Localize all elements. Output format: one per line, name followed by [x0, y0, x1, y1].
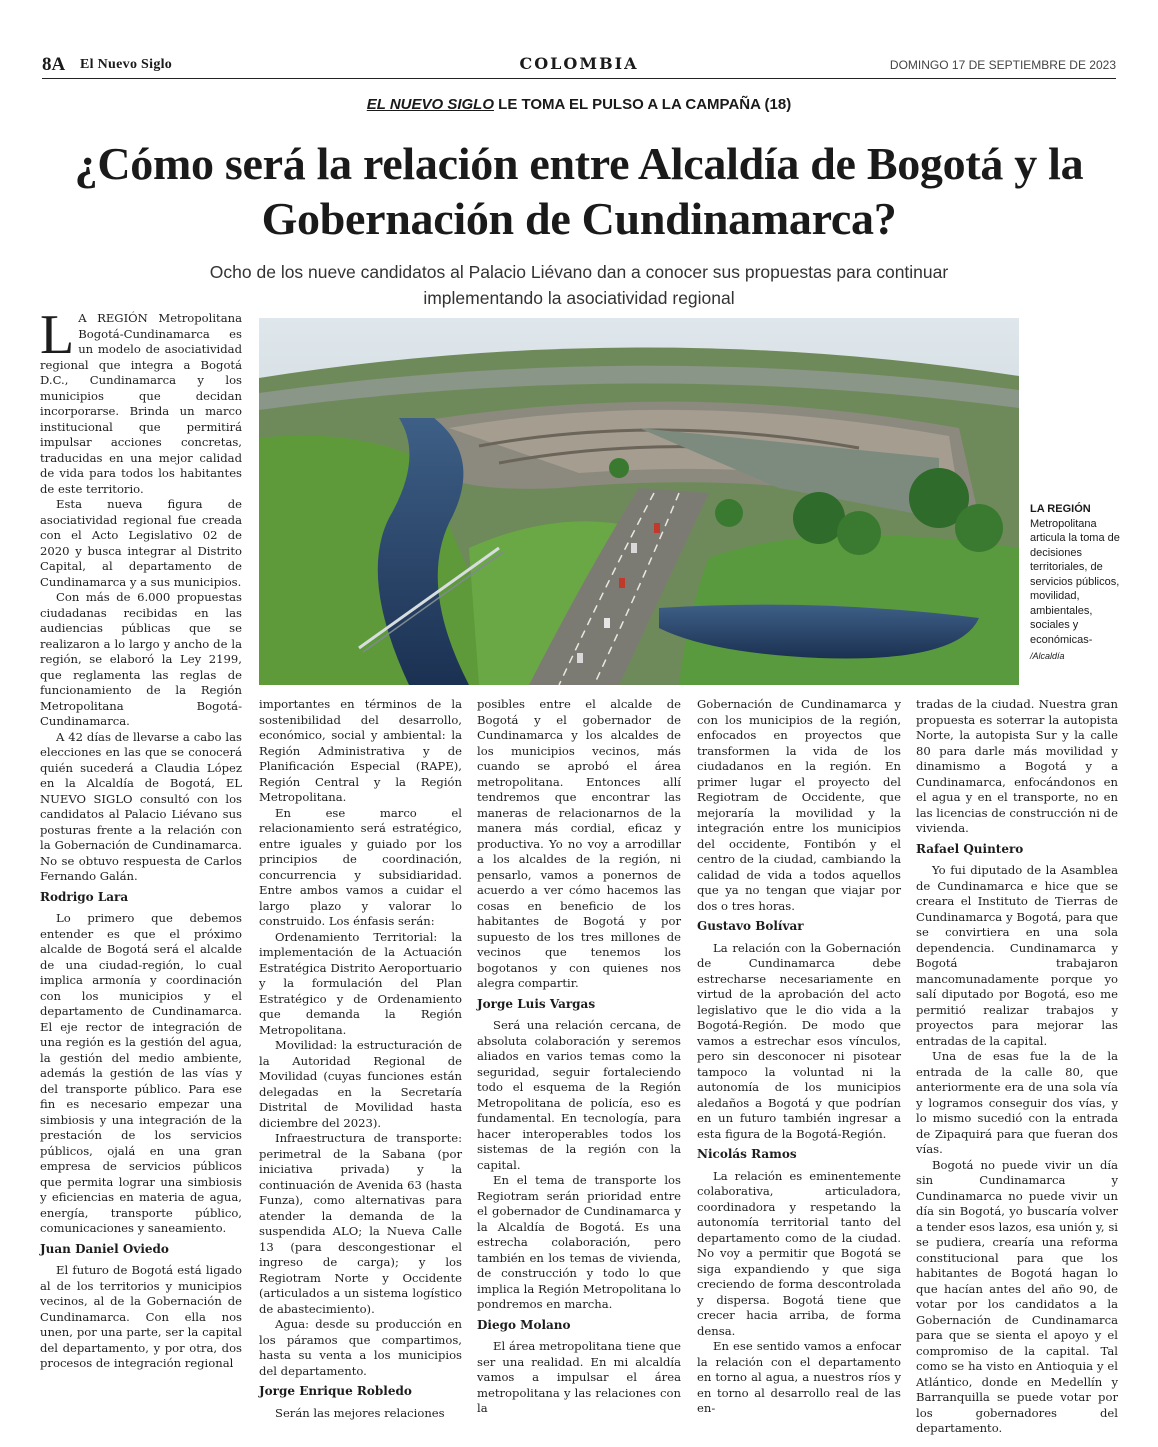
article-column-2 [259, 697, 462, 1421]
kicker [0, 96, 1158, 113]
issue-date: DOMINGO 17 DE SEPTIEMBRE DE 2023 [889, 58, 1116, 72]
paragraph: tradas de la ciudad. Nuestra gran propuesta es soterrar la autopista Norte, la autopista Sur y la calle 80 para darle más movilidad y dinamismo a Bogotá y a Cundinamarca, enfocándonos en el agua y en el transporte, no en las licencias de construcción ni de vivienda. [916, 697, 1118, 835]
paragraph: Con más de 6.000 propuestas ciudadanas recibidas en las audiencias públicas que se realizaron a lo largo y ancho de la región, se elaboró la Ley 2199, que reglamenta las reglas de funcionamiento de la Región Metropolitana Bogotá-Cundinamarca. [40, 590, 242, 728]
candidate-name: Diego Molano [477, 1317, 571, 1332]
headline: ¿Cómo será la relación entre Alcaldía de Bogotá y la Gobernación de Cundinamarca? [74, 138, 1084, 244]
newspaper-name: El Nuevo Siglo [80, 57, 173, 72]
drop-cap: L [40, 304, 75, 366]
caption-text: Metropolitana articula la toma de decisiones territoriales, de servicios públicos, movilidad, ambientales, sociales y económicas- [1030, 517, 1120, 646]
paragraph: Lo primero que debemos entender es que el próximo alcalde de Bogotá será el alcalde de una ciudad-región, lo cual implica armonía y coordinación con los municipios y el departamento de Cundinamarca. El eje rector de integración de una región es la gestión del agua, la gestión del medio ambiente, además la gestión de las vías y del transporte público. Para ese fin es necesario empezar una simbiosis y una integración de la prestación de los servicios públicos, ojalá en una gran empresa de servicios públicos que permita lograr una simbiosis y eficiencias en materia de agua, energía, transporte público, comunicaciones y saneamiento. [40, 911, 242, 1235]
caption-title: LA REGIÓN [1030, 503, 1091, 515]
paragraph: Gobernación de Cundinamarca y con los municipios de la región, enfocados en proyectos que transformen la vida de los ciudadanos en la región. En primer lugar el proyecto del Regiotram de Occidente, que mejoraría la movilidad y la integración entre los municipios del occidente, Fontibón y el centro de la ciudad, cambiando la calidad de vida a todos aquellos que ya no tengan que viajar por dos o tres horas. [697, 697, 901, 913]
candidate-name: Gustavo Bolívar [697, 919, 804, 933]
section-title: COLOMBIA [519, 54, 639, 73]
kicker-brand: EL NUEVO SIGLO [366, 96, 494, 113]
article-column-5 [916, 697, 1118, 1437]
candidate-name: Rafael Quintero [916, 841, 1024, 856]
candidate-name: Rodrigo Lara [40, 889, 129, 904]
paragraph: Será una relación cercana, de absoluta colaboración y seremos aliados en varios temas como la seguridad, seguir fortaleciendo todo el esquema de la Región Metropolitana de policía, eso es fundamental. En tecnología, para hacer interoperables todos los sistemas de la región con la capital. [477, 1018, 681, 1172]
kicker-text: LE TOMA EL PULSO A LA CAMPAÑA (18) [494, 96, 792, 113]
paragraph: Bogotá no puede vivir un día sin Cundinamarca y Cundinamarca no puede vivir un día sin Bogotá, yo buscaría volver a tender esos lazos, esa unión y, si se pudiera, crearía una reforma constitucional para que los habitantes de Bogotá hagan lo que hacían antes del año 90, de votar por los candidatos a la Gobernación de Cundinamarca para que se sienta el apoyo y el compromiso de la capital. Tal como se ha visto en Antioquia y el Atlántico, donde en Medellín y Barranquilla se puede votar por los gobernadores del departamento. [916, 1157, 1118, 1435]
paragraph: posibles entre el alcalde de Bogotá y el gobernador de Cundinamarca y los alcaldes de los municipios vecinos, más cuando se aprobó el área metropolitana. Entonces allí tendremos que encontrar las maneras de relacionarnos de la manera más cordial, eficaz y productiva. Yo no voy a arrodillar a los alcaldes de la región, ni pensarlo, vamos a ponernos de acuerdo a ver cómo hacemos las cosas en beneficio de los habitantes de Bogotá y por supuesto de los tres millones de vecinos que tenemos los bogotanos y con quienes nos alegra compartir. [477, 697, 681, 990]
paragraph: Ordenamiento Territorial: la implementación de la Actuación Estratégica Distrito Aeroportuario y la formulación del Plan Estratégico y de Ordenamiento que demanda la Región Metropolitana. [259, 929, 462, 1037]
article-column-1 [40, 304, 242, 1372]
deck: Ocho de los nueve candidatos al Palacio Liévano dan a conocer sus propuestas para continuar implementando la asociatividad regional [209, 262, 949, 308]
paragraph: En ese sentido vamos a enfocar la relación con el departamento en torno al agua, a nuestros ríos y en torno al desarrollo real de las en- [697, 1339, 901, 1415]
paragraph: El futuro de Bogotá está ligado al de los territorios y municipios vecinos, al de la Gobernación de Cundinamarca. Con ella nos unen, por una parte, ser la capital del departamento, y por otra, dos procesos de integración regional [40, 1263, 242, 1370]
paragraph: importantes en términos de la sostenibilidad del desarrollo, económico, social y ambiental: la Región Administrativa y de Planificación Especial (RAPE), Región Central y la Región Metropolitana. [259, 697, 462, 804]
paragraph: Serán las mejores relaciones [275, 1405, 445, 1420]
photo-credit: /Alcaldía [1030, 651, 1065, 661]
paragraph: El área metropolitana tiene que ser una realidad. En mi alcaldía vamos a impulsar el área metropolitana y las relaciones con la [477, 1339, 681, 1415]
paragraph: A 42 días de llevarse a cabo las elecciones en las que se conocerá quién sucederá a Claudia López en la Alcaldía de Bogotá, EL NUEVO SIGLO consultó con los candidatos al Palacio Liévano sus posturas frente a la relación con la Gobernación de Cundinamarca. No se obtuvo respuesta de Carlos Fernando Galán. [40, 729, 242, 883]
intro-paragraph [40, 304, 242, 497]
paragraph: En el tema de transporte los Regiotram serán prioridad entre el gobernador de Cundinamarca y la Alcaldía de Bogotá. Es una estrecha colaboración, pero también en los temas de vivienda, de construcción y todo lo que implica la Región Metropolitana lo pondremos en marcha. [477, 1173, 681, 1311]
candidate-name: Juan Daniel Oviedo [40, 1241, 169, 1256]
paragraph: La relación es eminentemente colaborativa, articuladora, coordinadora y respetando la autonomía territorial tanto del departamento como de la ciudad. No voy a permitir que Bogotá se siga expandiendo y que siga creciendo de forma descontrolada y dispersa. Bogotá tiene que crecer hacia arriba, de forma densa. [697, 1168, 901, 1338]
paragraph: Esta nueva figura de asociatividad regional fue creada con el Acto Legislativo 02 de 2020 y busca integrar al Distrito Capital, al departamento de Cundinamarca y a sus municipios. [40, 497, 242, 589]
page-number: 8A [42, 54, 66, 75]
article-column-4 [697, 697, 901, 1417]
paragraph: En ese marco el relacionamiento será estratégico, entre iguales y guiado por los principios de coordinación, concurrencia y subsidiaridad. Entre ambos vamos a cuidar el largo plazo y valorar lo construido. Los énfasis serán: [259, 805, 462, 928]
aerial-photo-illustration [259, 318, 1019, 685]
paragraph: Infraestructura de transporte: perimetral de la Sabana (por iniciativa privada) y la continuación de Avenida 63 (hasta Funza), como alternativas para atender la demanda de la suspendida ALO; la Nueva Calle 13 (para descongestionar el ingreso de carga); y los Regiotram Norte y Occidente (articulados a un sistema logístico de abastecimiento). [259, 1131, 462, 1316]
candidate-name: Jorge Enrique Robledo [259, 1384, 412, 1398]
paragraph: La relación con la Gobernación de Cundinamarca debe estrecharse necesariamente en virtud de la aprobación del acto legislativo que le dio vida a la Bogotá-Región. De modo que vamos a estrechar esos vínculos, pero sin desconocer ni pisotear tampoco la voluntad ni la autonomía de los municipios aledaños a Bogotá y que podrían en un futuro también ingresar a esta figura de la Bogotá-Región. [697, 940, 901, 1141]
paragraph: Agua: desde su producción en los páramos que compartimos, hasta su venta a los municipios del departamento. [259, 1317, 462, 1378]
masthead [42, 54, 1116, 79]
paragraph: Yo fui diputado de la Asamblea de Cundinamarca e hice que se creara el Instituto de Tierras de Cundinamarca y Bogotá, para que se convirtiera en una sola dependencia. Cundinamarca y Bogotá trabajaron mancomunadamente porque yo salí diputado por Bogotá, eso me permitió realizar trabajos y proyectos para mejorar las entradas de la capital. [916, 863, 1118, 1048]
aerial-photo [259, 318, 1019, 685]
article-column-3 [477, 697, 681, 1417]
intro-text: A REGIÓN Metropolitana Bogotá-Cundinamarca es un modelo de asociatividad regional que integra a Bogotá D.C., Cundinamarca y los municipios que decidan incorporarse. Brinda un marco institucional que permitirá impulsar acciones concretas, traducidas en una mejor calidad de vida para todos los habitantes de este territorio. [40, 311, 242, 496]
candidate-name: Jorge Luis Vargas [477, 996, 596, 1011]
paragraph: Movilidad: la estructuración de la Autoridad Regional de Movilidad (cuyas funciones están delegadas en la Secretaría Distrital de Movilidad hasta diciembre del 2023). [259, 1038, 462, 1130]
photo-caption [1030, 502, 1122, 664]
paragraph: Una de esas fue la de la entrada de la calle 80, que anteriormente era de una sola vía y logramos conseguir dos vías, y lo mismo sucedió con la entrada de Zipaquirá para que fueran dos vías. [916, 1049, 1118, 1156]
candidate-name: Nicolás Ramos [697, 1147, 797, 1161]
